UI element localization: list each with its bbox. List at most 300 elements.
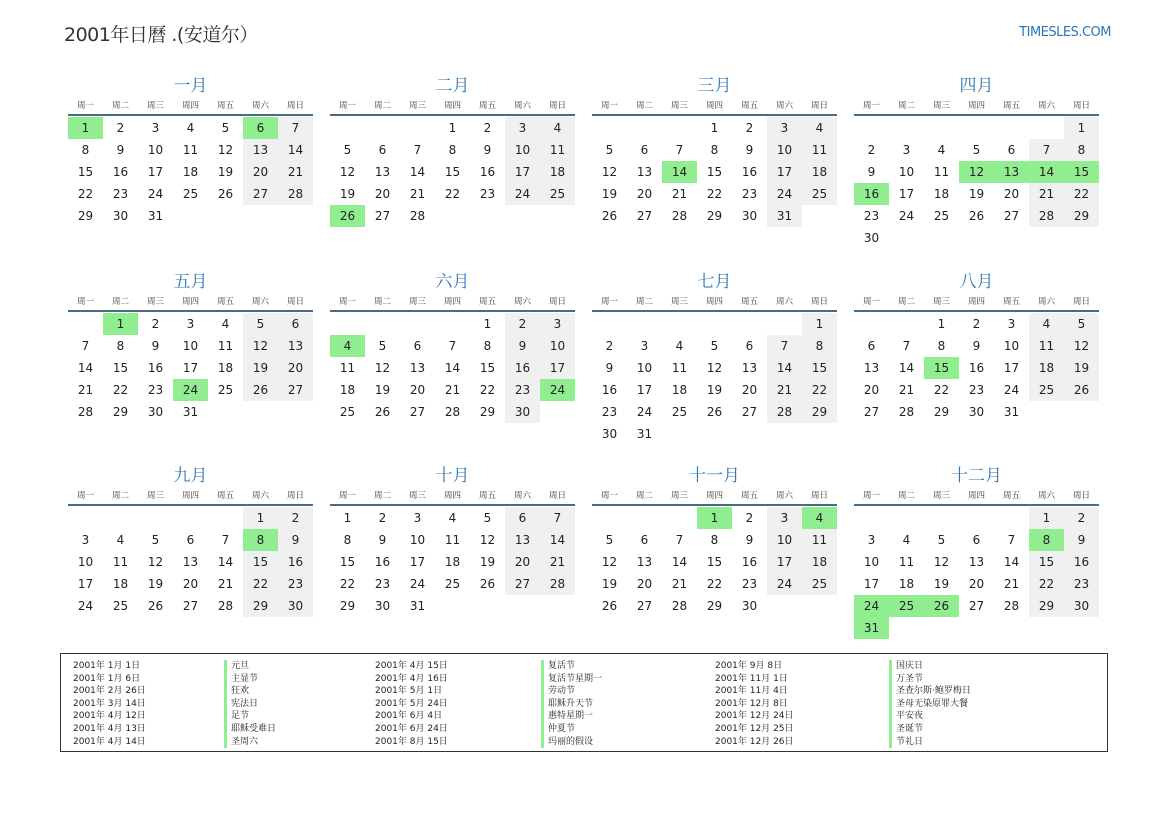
month-name: 四月 [959,76,994,96]
day-cell: 12 [1064,335,1099,357]
day-cell: 17 [767,161,802,183]
weekday-label: 周二 [897,297,915,307]
day-cell: 25 [802,573,837,595]
day-cell: 17 [863,577,880,591]
day-cell: 31 [147,209,164,223]
day-cell: 3 [1007,317,1016,331]
weekday-label: 周六 [251,297,269,307]
day-cell: 28 [767,401,802,423]
month-calendar [592,74,837,227]
weekday-label: 周三 [670,491,688,501]
day-cell: 7 [448,339,457,353]
empty-cell [854,313,889,335]
day-cell: 20 [243,161,278,183]
day-cell: 21 [671,577,688,591]
day-cell: 27 [636,599,653,613]
weekday-label: 周三 [670,101,688,111]
day-cell: 5 [221,121,230,135]
day-cell: 3 [81,533,90,547]
day-cell: 24 [505,183,540,205]
page-title: 2001年日曆 .(安道尔） [64,24,258,46]
day-cell: 11 [112,555,129,569]
day-cell: 4 [540,117,575,139]
day-cell: 10 [147,143,164,157]
day-cell: 3 [186,317,195,331]
day-cell: 17 [77,577,94,591]
holiday-day-cell: 16 [854,183,889,205]
holiday-name: 圣周六 [224,736,276,749]
day-cell: 24 [636,405,653,419]
weekday-label: 周二 [635,297,653,307]
day-cell: 15 [77,165,94,179]
holiday-day-cell: 13 [994,161,1029,183]
day-grid [854,117,1099,249]
day-cell: 28 [77,405,94,419]
day-cell: 22 [1029,573,1064,595]
day-cell: 6 [1007,143,1016,157]
day-cell: 20 [636,577,653,591]
day-cell: 2 [378,511,387,525]
day-cell: 10 [505,139,540,161]
day-cell: 26 [147,599,164,613]
day-cell: 31 [182,405,199,419]
day-cell: 14 [278,139,313,161]
day-cell: 30 [1064,595,1099,617]
day-cell: 4 [186,121,195,135]
empty-cell [994,117,1029,139]
day-cell: 10 [898,165,915,179]
day-cell: 2 [483,121,492,135]
month-calendar [592,464,837,617]
day-cell: 5 [1064,313,1099,335]
day-cell: 27 [968,599,985,613]
day-cell: 16 [741,555,758,569]
day-cell: 18 [802,161,837,183]
day-cell: 21 [409,187,426,201]
day-cell: 12 [339,165,356,179]
day-cell: 10 [767,139,802,161]
day-cell: 12 [243,335,278,357]
day-cell: 1 [448,121,457,135]
weekday-label: 周日 [810,491,828,501]
day-cell: 6 [640,143,649,157]
day-cell: 22 [933,383,950,397]
day-cell: 14 [444,361,461,375]
holiday-date: 2001年 12月 24日 [715,711,794,722]
day-cell: 31 [767,205,802,227]
day-cell: 19 [243,357,278,379]
empty-cell [889,507,924,529]
day-cell: 1 [483,317,492,331]
day-cell: 2 [745,121,754,135]
holiday-name: 劳动节 [541,685,602,698]
day-cell: 21 [671,187,688,201]
month-calendar [68,74,313,227]
day-cell: 17 [147,165,164,179]
day-cell: 30 [505,401,540,423]
day-cell: 28 [1003,599,1020,613]
day-cell: 14 [767,357,802,379]
empty-cell [959,507,994,529]
day-cell: 11 [540,139,575,161]
day-cell: 9 [745,143,754,157]
day-cell: 24 [1003,383,1020,397]
weekday-label: 周四 [705,297,723,307]
day-cell: 29 [802,401,837,423]
day-cell: 29 [706,209,723,223]
empty-cell [854,507,889,529]
day-cell: 27 [409,405,426,419]
holiday-legend [60,653,1108,752]
day-cell: 10 [540,335,575,357]
day-cell: 23 [479,187,496,201]
day-cell: 16 [741,165,758,179]
day-cell: 18 [1029,357,1064,379]
day-cell: 4 [675,339,684,353]
day-cell: 10 [409,533,426,547]
day-cell: 25 [933,209,950,223]
day-cell: 27 [636,209,653,223]
empty-cell [627,117,662,139]
empty-cell [592,507,627,529]
day-cell: 10 [182,339,199,353]
weekday-label: 周三 [670,297,688,307]
holiday-date: 2001年 11月 1日 [715,673,788,684]
month-name: 七月 [697,272,732,292]
empty-cell [592,313,627,335]
holiday-day-cell: 15 [1064,161,1099,183]
day-cell: 27 [243,183,278,205]
weekday-label: 周三 [932,491,950,501]
weekday-label: 周日 [286,297,304,307]
day-cell: 18 [540,161,575,183]
weekday-label: 周四 [181,101,199,111]
weekday-label: 周日 [810,297,828,307]
day-cell: 22 [339,577,356,591]
holiday-day-cell: 8 [243,529,278,551]
day-cell: 8 [116,339,125,353]
day-cell: 26 [243,379,278,401]
holiday-day-cell: 4 [802,507,837,529]
month-name: 十二月 [951,466,1002,486]
empty-cell [662,313,697,335]
weekday-label: 周一 [338,101,356,111]
day-cell: 11 [339,361,356,375]
day-cell: 6 [378,143,387,157]
day-cell: 23 [741,577,758,591]
day-grid [854,313,1099,423]
day-cell: 30 [147,405,164,419]
month-name: 五月 [173,272,208,292]
day-cell: 26 [479,577,496,591]
day-cell: 13 [863,361,880,375]
holiday-name: 复活节 [541,660,602,673]
day-cell: 18 [112,577,129,591]
day-cell: 18 [898,577,915,591]
weekday-label: 周日 [548,491,566,501]
weekday-label: 周二 [897,491,915,501]
empty-cell [68,313,103,335]
holiday-name: 主显节 [224,673,276,686]
day-cell: 11 [444,533,461,547]
day-cell: 16 [147,361,164,375]
day-cell: 13 [636,555,653,569]
day-cell: 13 [968,555,985,569]
weekday-label: 周二 [635,101,653,111]
day-cell: 26 [217,187,234,201]
day-cell: 31 [636,427,653,441]
day-cell: 27 [374,209,391,223]
day-cell: 4 [448,511,457,525]
weekday-label: 周二 [635,491,653,501]
day-cell: 23 [112,187,129,201]
weekday-label: 周日 [548,101,566,111]
holiday-date: 2001年 4月 14日 [73,736,146,747]
day-cell: 13 [278,335,313,357]
day-cell: 22 [77,187,94,201]
day-cell: 26 [968,209,985,223]
day-cell: 15 [112,361,129,375]
day-cell: 28 [217,599,234,613]
holiday-date: 2001年 4月 15日 [375,661,448,671]
day-cell: 23 [278,573,313,595]
weekday-label: 周三 [932,101,950,111]
day-cell: 12 [601,555,618,569]
empty-cell [854,117,889,139]
weekday-label: 周四 [181,297,199,307]
day-cell: 14 [217,555,234,569]
day-cell: 28 [1029,205,1064,227]
day-cell: 15 [706,555,723,569]
day-cell: 9 [505,335,540,357]
day-cell: 28 [409,209,426,223]
day-cell: 21 [1003,577,1020,591]
weekday-label: 周五 [740,101,758,111]
day-cell: 11 [898,555,915,569]
weekday-header [854,98,1099,116]
weekday-label: 周四 [967,101,985,111]
day-cell: 16 [601,383,618,397]
day-cell: 9 [1064,529,1099,551]
holiday-date: 2001年 6月 4日 [375,711,443,722]
holiday-date: 2001年 6月 24日 [375,723,448,734]
day-cell: 17 [1003,361,1020,375]
weekday-label: 周四 [443,101,461,111]
empty-cell [732,313,767,335]
empty-cell [627,313,662,335]
weekday-label: 周二 [111,491,129,501]
day-cell: 3 [540,313,575,335]
holiday-name: 节礼日 [889,736,971,749]
holiday-day-cell: 1 [68,117,103,139]
weekday-header [854,294,1099,312]
month-name: 十月 [435,466,470,486]
empty-cell [103,507,138,529]
day-cell: 15 [479,361,496,375]
day-cell: 29 [243,595,278,617]
day-cell: 13 [741,361,758,375]
day-cell: 19 [601,577,618,591]
weekday-header [592,488,837,506]
day-cell: 22 [243,573,278,595]
weekday-label: 周五 [740,491,758,501]
day-cell: 6 [745,339,754,353]
weekday-label: 周日 [548,297,566,307]
day-cell: 23 [741,187,758,201]
weekday-label: 周一 [862,297,880,307]
day-cell: 8 [710,143,719,157]
day-cell: 9 [972,339,981,353]
day-cell: 25 [217,383,234,397]
day-cell: 5 [151,533,160,547]
empty-cell [592,117,627,139]
holiday-name: 平安夜 [889,710,971,723]
holiday-name: 惠特星期一 [541,710,602,723]
day-cell: 21 [77,383,94,397]
weekday-header [854,488,1099,506]
month-name: 八月 [959,272,994,292]
weekday-label: 周二 [373,491,391,501]
empty-cell [924,507,959,529]
day-cell: 19 [601,187,618,201]
holiday-name: 耶稣受难日 [224,723,276,736]
day-cell: 22 [1064,183,1099,205]
day-cell: 20 [741,383,758,397]
day-cell: 5 [483,511,492,525]
day-cell: 24 [767,183,802,205]
day-cell: 6 [413,339,422,353]
day-cell: 24 [767,573,802,595]
empty-cell [138,507,173,529]
month-calendar [330,270,575,423]
day-cell: 30 [374,599,391,613]
month-name: 九月 [173,466,208,486]
month-name: 一月 [173,76,208,96]
day-cell: 17 [182,361,199,375]
weekday-label: 周一 [600,491,618,501]
day-cell: 27 [505,573,540,595]
day-cell: 16 [968,361,985,375]
day-grid [68,507,313,617]
day-cell: 19 [933,577,950,591]
day-cell: 7 [902,339,911,353]
day-cell: 30 [863,231,880,245]
day-cell: 3 [640,339,649,353]
day-cell: 5 [972,143,981,157]
day-cell: 9 [483,143,492,157]
day-cell: 24 [147,187,164,201]
weekday-label: 周六 [775,297,793,307]
brand-link[interactable]: TIMESLES.COM [1019,25,1111,40]
day-cell: 6 [505,507,540,529]
day-cell: 20 [636,187,653,201]
day-cell: 1 [243,507,278,529]
month-name: 三月 [697,76,732,96]
day-cell: 18 [671,383,688,397]
weekday-label: 周五 [478,491,496,501]
weekday-label: 周六 [775,491,793,501]
holiday-day-cell: 1 [697,507,732,529]
empty-cell [889,313,924,335]
day-cell: 4 [902,533,911,547]
day-cell: 27 [1003,209,1020,223]
day-cell: 15 [802,357,837,379]
day-cell: 19 [374,383,391,397]
day-cell: 17 [409,555,426,569]
empty-cell [959,117,994,139]
day-cell: 24 [409,577,426,591]
day-cell: 19 [479,555,496,569]
weekday-header [330,488,575,506]
day-cell: 9 [867,165,876,179]
day-cell: 13 [374,165,391,179]
day-cell: 7 [81,339,90,353]
day-grid [854,507,1099,639]
day-cell: 9 [605,361,614,375]
day-cell: 11 [182,143,199,157]
weekday-label: 周六 [251,491,269,501]
month-calendar [330,464,575,617]
day-cell: 11 [217,339,234,353]
month-name: 十一月 [689,466,740,486]
day-cell: 25 [444,577,461,591]
day-cell: 12 [479,533,496,547]
weekday-label: 周三 [932,297,950,307]
day-cell: 14 [671,555,688,569]
day-cell: 27 [182,599,199,613]
day-cell: 21 [444,383,461,397]
day-cell: 27 [278,379,313,401]
weekday-label: 周一 [338,297,356,307]
day-cell: 2 [278,507,313,529]
weekday-label: 周三 [146,101,164,111]
day-cell: 25 [339,405,356,419]
day-cell: 14 [1003,555,1020,569]
weekday-label: 周四 [443,491,461,501]
day-cell: 6 [640,533,649,547]
month-calendar [68,270,313,423]
day-cell: 5 [343,143,352,157]
day-cell: 4 [221,317,230,331]
day-cell: 26 [601,209,618,223]
weekday-label: 周一 [862,101,880,111]
day-cell: 7 [413,143,422,157]
holiday-name: 宪法日 [224,698,276,711]
day-cell: 13 [505,529,540,551]
holiday-date: 2001年 12月 26日 [715,736,794,747]
empty-cell [400,313,435,335]
weekday-label: 周一 [76,297,94,307]
weekday-header [68,488,313,506]
day-cell: 18 [217,361,234,375]
holiday-date: 2001年 9月 8日 [715,661,783,671]
day-cell: 16 [1064,551,1099,573]
day-cell: 16 [505,357,540,379]
day-cell: 8 [81,143,90,157]
holiday-date: 2001年 4月 12日 [73,711,146,722]
empty-cell [662,117,697,139]
day-cell: 20 [182,577,199,591]
holiday-date: 2001年 1月 1日 [73,661,141,671]
day-cell: 1 [710,121,719,135]
day-cell: 29 [479,405,496,419]
day-cell: 20 [374,187,391,201]
day-cell: 22 [112,383,129,397]
day-cell: 20 [505,551,540,573]
holiday-day-cell: 4 [330,335,365,357]
weekday-label: 周三 [408,491,426,501]
day-cell: 18 [802,551,837,573]
